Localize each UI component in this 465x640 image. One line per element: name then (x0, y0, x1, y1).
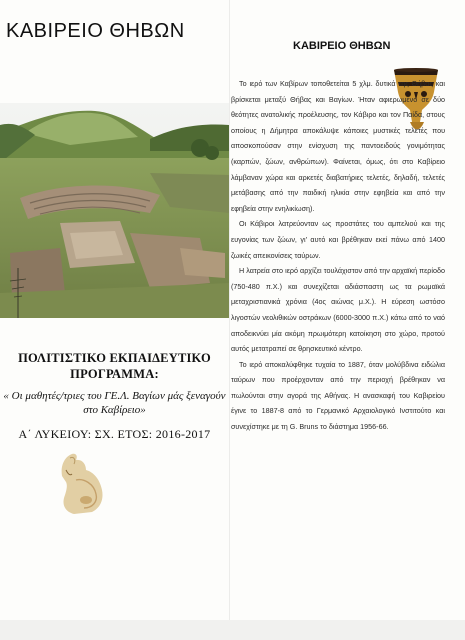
program-subtitle: « Οι μαθητές/τριες του ΓΕ.Λ. Βαγίων μάς ξεναγούν στο Καβίρειο» (3, 390, 226, 416)
program-title: ΠΟΛΙΤΙΣΤΙΚΟ ΕΚΠΑΙΔΕΥΤΙΚΟ ΠΡΟΓΡΑΜΜΑ: (18, 351, 211, 381)
program-block (0, 350, 229, 442)
article-paragraph: Η λατρεία στο ιερό αρχίζει τουλάχιστον από την αρχαϊκή περίοδο (750-480 π.Χ.) και συνεχίζεται αδιάσπαστη ως τα ρωμαϊκά μεταχριστιανικά χρόνια (4ος αιώνας μ.Χ.). Η εύρεση ωστόσο λιγοστών νεολιθικών οστράκων (6000-3000 π.Χ.) κάτω από το ναό αποδεικνύει μία ακόμη πρωιμότερη κατοίκηση στο χώρο, προτού αυτός μετατραπεί σε θρησκευτικό κέντρο. (231, 266, 445, 354)
horse-figurine-image (56, 450, 108, 516)
article-title: ΚΑΒΙΡΕΙΟ ΘΗΒΩΝ (293, 40, 391, 52)
article-paragraph: Οι Κάβιροι λατρεύονταν ως προστάτες του αμπελιού και της ευγονίας των ζώων, γι' αυτό και βρέθηκαν εκεί πάνω από 1400 ζωικές απεικονίσεις ταύρων. (231, 219, 445, 260)
brochure-title: ΚΑΒΙΡΕΙΟ ΘΗΒΩΝ (6, 20, 185, 42)
article-paragraph: Το ιερό των Καβίρων τοποθετείται 5 χλμ. δυτικά της Θήβας και βρίσκεται μεταξύ Θήβας και Βαγίων. Ήταν αφιερωμένο σε δύο θεότητες ανατολικής προέλευσης, τον Κάβιρο και τον Παίδα, στους οποίους η Δήμητρα αποκάλυψε κάποιες μυστικές τελετές που αποσκοπούσαν στην ενίσχυση της παντοειδούς γονιμότητας (καρπών, ζώων, ανθρώπων). Φαίνεται, όμως, ότι στο Καβίρειο λάμβαναν χώρα και αρκετές διαβατήριες τελετές, δηλαδή, τελετές μετάβασης από την παιδική ηλικία στην εφηβεία και από την εφηβεία στην ενηλικίωση). (231, 79, 445, 213)
site-photo (0, 103, 229, 318)
fold-line (229, 0, 230, 640)
scan-edge (0, 620, 465, 640)
article-paragraph: Το ιερό αποκαλύφθηκε τυχαία το 1887, όταν μολύβδινα ειδώλια ταύρων που προέρχονταν από την περιοχή βρέθηκαν να πωλούνται στην αγορά της Αθήνας. Η ανασκαφή του Καβιρείου έγινε το 1887-8 από το Γερμανικό Αρχαιολογικό Ινστιτούτο και συνεχίστηκε με τη G. Bruns το διάστημα 1956-66. (231, 359, 445, 432)
class-year: Α΄ ΛΥΚΕΙΟΥ: ΣΧ. ΕΤΟΣ: 2016-2017 (18, 427, 211, 441)
article-body (231, 76, 445, 435)
